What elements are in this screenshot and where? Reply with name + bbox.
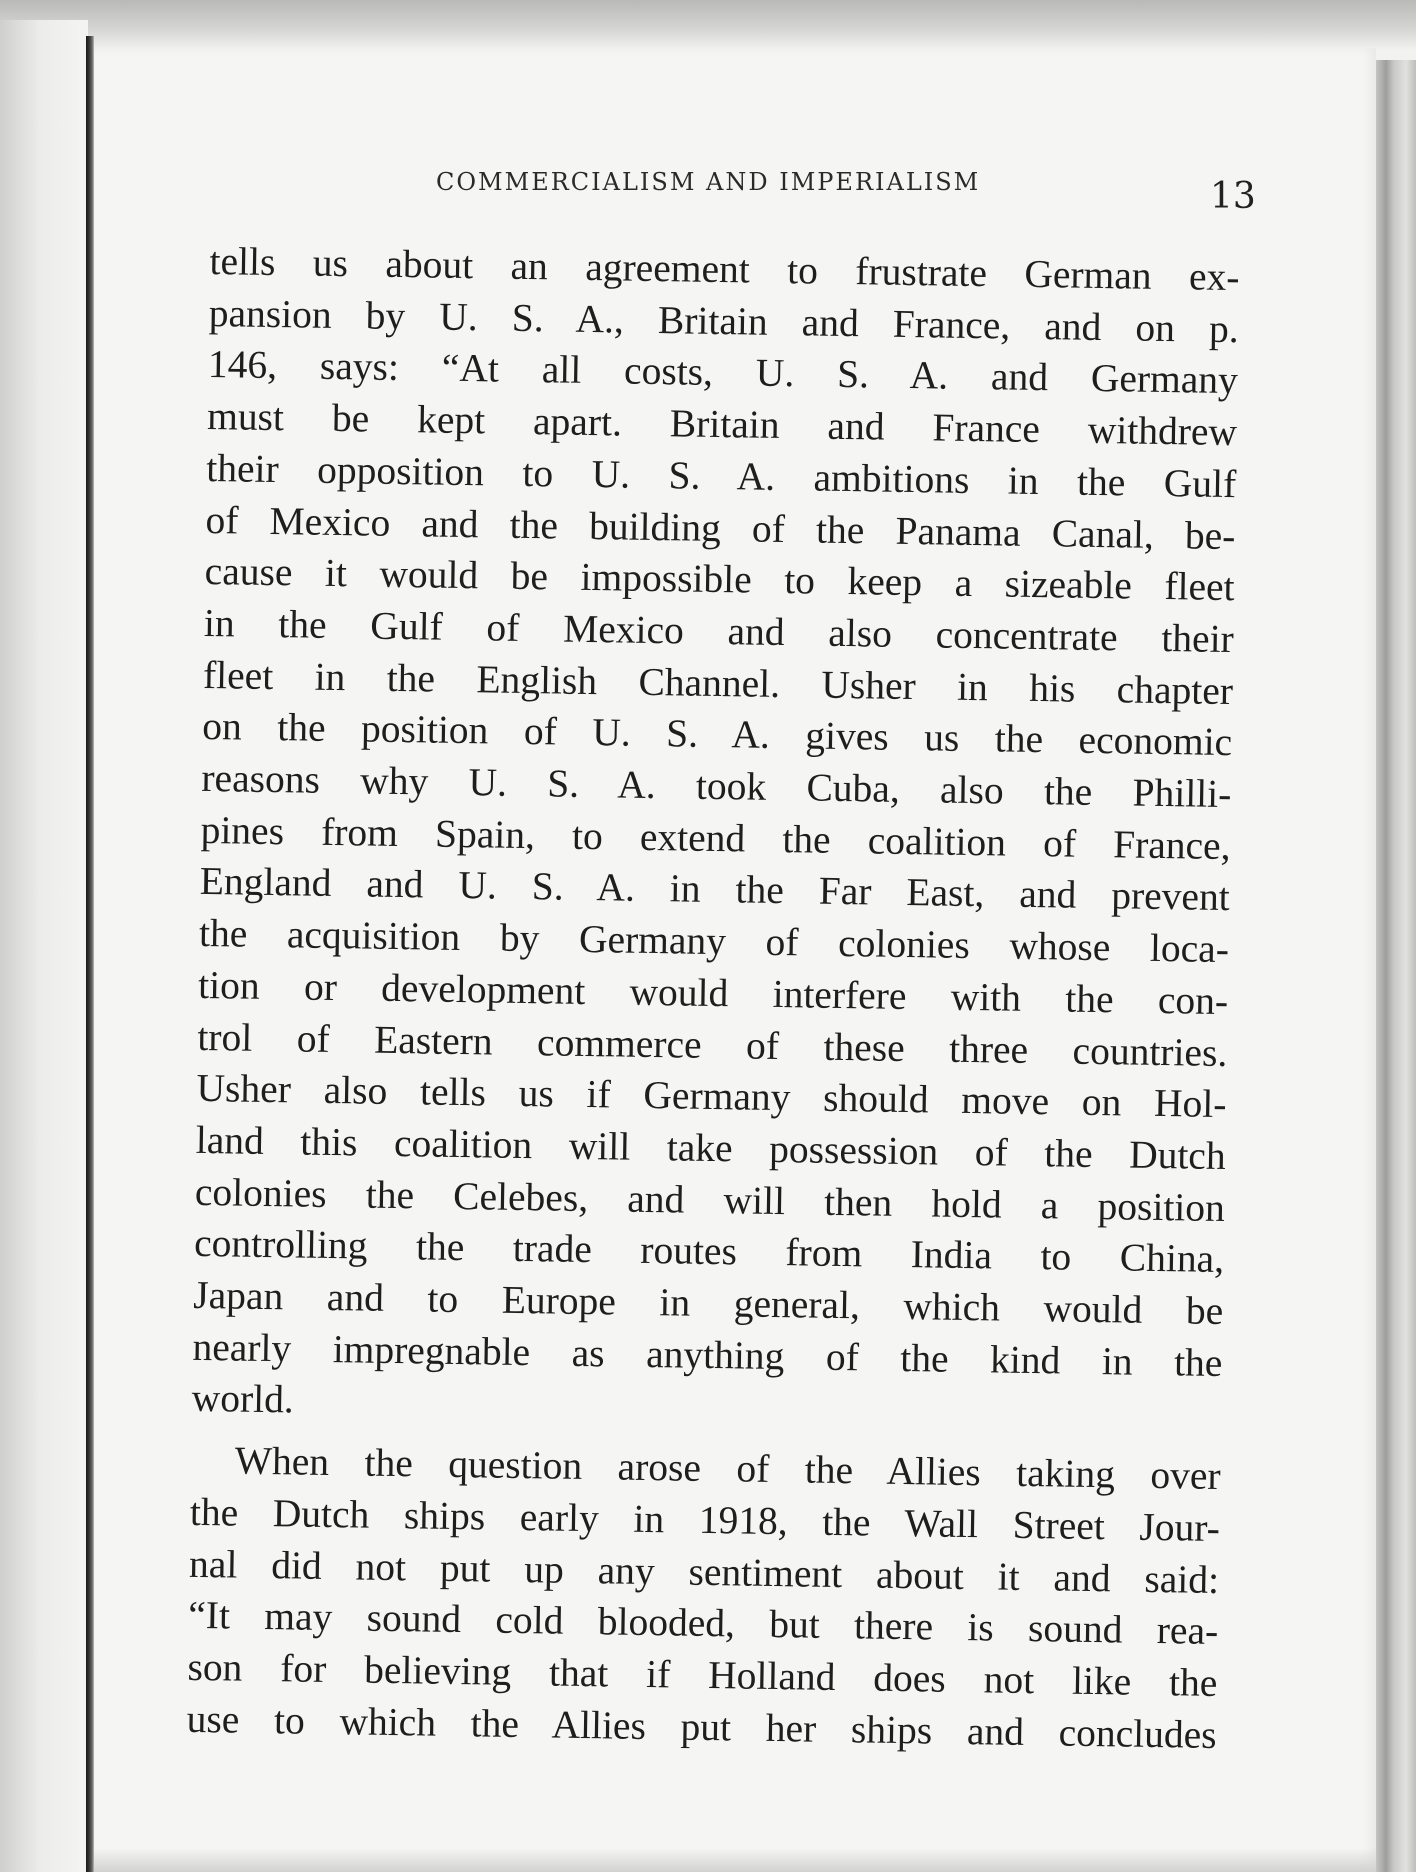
text-line: nal did not put up any sentiment about it and said: <box>188 1541 1220 1602</box>
text-line: pines from Spain, to extend the coalition of France, <box>200 807 1231 868</box>
running-head: COMMERCIALISM AND IMPERIALISM <box>436 168 981 196</box>
text-line: England and U. S. A. in the Far East, and prevent <box>199 859 1231 920</box>
text-line: 146, says: “At all costs, U. S. A. and Germany <box>207 342 1239 403</box>
top-edge-shadow <box>0 0 1416 50</box>
text-line: tion or development would interfere with the con- <box>197 962 1229 1023</box>
text-line: tells us about an agreement to frustrate German ex- <box>209 238 1240 300</box>
text-line: of Mexico and the building of the Panama Canal, be- <box>205 497 1236 558</box>
text-line: fleet in the English Channel. Usher in his chapter <box>202 652 1234 713</box>
text-line: cause it would be impossible to keep a sizeable fleet <box>204 549 1235 610</box>
text-line: land this coalition will take possession of the Dutch <box>195 1117 1227 1179</box>
text-line: trol of Eastern commerce of these three countries. <box>197 1014 1228 1075</box>
text-line: colonies the Celebes, and will then hold a position <box>194 1169 1226 1230</box>
paragraph <box>186 1435 1221 1761</box>
text-line: the Dutch ships early in 1918, the Wall Street Jour- <box>189 1489 1221 1550</box>
text-line: world. <box>191 1376 295 1422</box>
text-line: use to which the Allies put her ships and concludes <box>186 1696 1217 1757</box>
paragraph <box>191 236 1240 1441</box>
body-text <box>186 236 1240 1761</box>
text-line: their opposition to U. S. A. ambitions in the Gulf <box>206 445 1237 506</box>
spine-gutter <box>86 36 94 1872</box>
text-line: on the position of U. S. A. gives us the economic <box>201 704 1233 765</box>
page-number: 13 <box>1210 176 1256 217</box>
text-line: When the question arose of the Allies taking over <box>234 1438 1221 1499</box>
bottom-edge-shadow <box>94 1848 1376 1872</box>
text-line: pansion by U. S. A., Britain and France, and on p. <box>208 290 1240 351</box>
text-line: Usher also tells us if Germany should move on Hol- <box>196 1066 1227 1127</box>
text-line: controlling the trade routes from India to China, <box>193 1221 1225 1282</box>
text-line: nearly impregnable as anything of the kind in the <box>192 1324 1223 1385</box>
text-line: son for believing that if Holland does not like the <box>187 1644 1218 1705</box>
facing-page-edge <box>0 20 88 1872</box>
book-block-edge <box>1376 60 1416 1872</box>
text-line: Japan and to Europe in general, which would be <box>193 1272 1224 1334</box>
text-line: must be kept apart. Britain and France withdrew <box>206 394 1238 455</box>
text-line: the acquisition by Germany of colonies whose loca- <box>198 911 1230 972</box>
text-line: “It may sound cold blooded, but there is sound rea- <box>187 1593 1219 1654</box>
text-line: reasons why U. S. A. took Cuba, also the Philli- <box>201 755 1232 817</box>
text-line: in the Gulf of Mexico and also concentrate their <box>203 600 1235 662</box>
